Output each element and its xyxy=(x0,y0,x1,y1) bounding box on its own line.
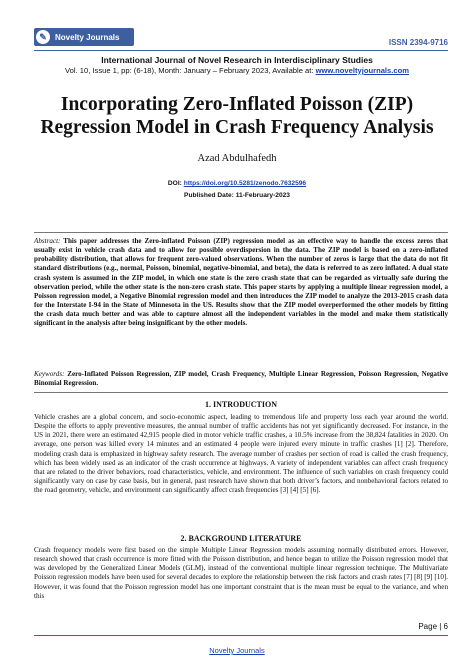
keywords-label: Keywords: xyxy=(34,370,65,378)
abstract-label: Abstract: xyxy=(34,237,61,245)
intro-heading: 1. INTRODUCTION xyxy=(204,400,277,409)
logo-text: Novelty Journals xyxy=(55,32,120,42)
abstract-text: This paper addresses the Zero-inflated Poisson (ZIP) regression model as an effective way to handle the excess zeros that usually exist in vehicle crash data and to allow for possible overdispersion in the data. The ZIP model is based on a zero-inflated probability distribution, that allows for frequent zero-valued observations. When the number of zeros is large that the data do not fit standard distributions (e.g., normal, Poisson, binomial, negative-binomial, and beta), the data is referred to as zero inflated. A dual state crash system is assumed in the ZIP model, in which one state is the zero crash state that can be regarded as virtually safe during the observation period, while the other state is the non-zero crash state. This paper starts by applying a multiple linear regression model, a Poisson regression model, a Negative Binomial regression model and then introduces the ZIP model to analyze the 2013-2015 crash data for the Interstate I-94 in the State of Minnesota in the US. Results show that the ZIP model overperformed the other models by fitting the crash data much better and was able to capture almost all the independent variables in the model and make them statistically significant in the analysis after being insignificant by the other models. xyxy=(34,237,448,328)
background-heading: 2. BACKGROUND LITERATURE xyxy=(180,534,302,543)
doi-line xyxy=(20,180,454,187)
logo-icon: ✎ xyxy=(36,30,50,44)
background-paragraph: Crash frequency models were first based on the simple Multiple Linear Regression models assuming normally distributed errors. However, research showed that crash occurrence is more fitted with the Poisson distribution, and hence began to utilize the Poisson regression model that was developed by the Generalized Linear Models (GLM), instead of the conventional multiple linear regression technique. The Multivariate Poisson regression models have been used for several decades to explore the relationship between the risk factors and crash rates [7] [8] [9] [10]. However, it was found that the Poisson regression model has one important constraint that is the mean must be equal to the variance, and when this xyxy=(34,546,448,600)
footer-divider xyxy=(34,635,448,636)
keywords xyxy=(34,370,448,388)
article-title: Incorporating Zero-Inflated Poisson (ZIP) Regression Model in Crash Frequency Analysis xyxy=(40,94,434,138)
doi-label: DOI: xyxy=(167,180,184,187)
author-name: Azad Abdulhafedh xyxy=(197,153,277,164)
abstract-top-rule xyxy=(34,232,448,233)
abstract-bottom-rule xyxy=(34,392,448,393)
intro-paragraph: Vehicle crashes are a global concern, and socio-economic aspect, leading to tremendous life and property loss each year around the world. Despite the efforts to apply preventive measures, the annual number of traffic accidents has not yet significantly decreased. For instance, in the US in 2021, there were an estimated 42,915 people died in motor vehicle traffic crashes, a 10.5% increase from the 38,824 fatalities in 2020. On average, one person was killed every 14 minutes and an estimated 4 people were injured every minute in traffic crashes [1] [2]. Therefore, modeling crash data is emphasized in highway safety research. The average number of crashes per section of road is called the crash frequency, which has been widely used as an indicator of the crash occurrence at highways. A variety of independent variables can affect crash frequency that are related to the driver behaviors, road characteristics, vehicle, and environment. The influence of such variables on crash frequency could significantly vary on case by case basis, but in general, past research have shown that both driver’s factors, and nonbehavioral factors related to the road geometry, vehicle, and environment can significantly affect crash frequencies [3] [4] [5] [6]. xyxy=(34,413,448,495)
abstract xyxy=(34,237,448,329)
volume-text: Vol. 10, Issue 1, pp: (6-18), Month: January – February 2023, Available at: xyxy=(64,66,316,75)
journal-website-link[interactable]: www.noveltyjournals.com xyxy=(315,66,409,75)
footer-journal-link[interactable]: Novelty Journals xyxy=(209,646,265,655)
volume-info xyxy=(20,66,454,75)
issn-label: ISSN 2394-9716 xyxy=(388,38,448,47)
page-number: Page | 6 xyxy=(418,622,448,631)
journal-logo xyxy=(34,28,134,46)
header-divider xyxy=(34,50,448,51)
keywords-text: Zero-Inflated Poisson Regression, ZIP model, Crash Frequency, Multiple Linear Regression, Poisson Regression, Negative Binomial Regression. xyxy=(34,370,448,388)
doi-link[interactable]: https://doi.org/10.5281/zenodo.7632596 xyxy=(183,180,307,187)
journal-title: International Journal of Novel Research in Interdisciplinary Studies xyxy=(101,55,373,65)
published-date: Published Date: 11-February-2023 xyxy=(184,192,290,199)
